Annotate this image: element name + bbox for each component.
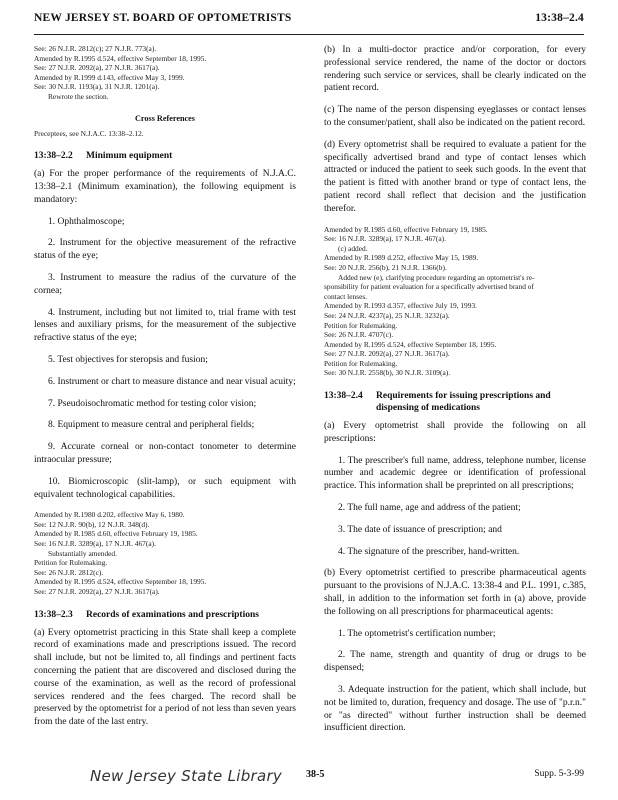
history-line: See: 26 N.J.R. 2812(c); 27 N.J.R. 773(a). bbox=[34, 44, 157, 53]
right-column bbox=[324, 44, 586, 735]
paragraph-b: (b) In a multi-doctor practice and/or corporation, for every professional service rendered, the name of the doctor or doctors rendering such service or services, shall be clearly indicated on the patient record. bbox=[324, 45, 586, 94]
history-line: See: 16 N.J.R. 3289(a), 17 N.J.R. 467(a). bbox=[324, 234, 446, 244]
history-line: See: 26 N.J.R. 4707(c). bbox=[324, 330, 394, 340]
section-number: 13:38–2.2 bbox=[34, 151, 73, 162]
history-line: contact lenses. bbox=[324, 291, 368, 301]
section-heading-2-4 bbox=[324, 390, 586, 414]
header-section-number: 13:38–2.4 bbox=[535, 12, 584, 24]
list-item: 3. The date of issuance of prescription; and bbox=[338, 524, 502, 535]
history-line: Amended by R.1995 d.524, effective September 18, 1995. bbox=[34, 53, 207, 63]
list-item: 5. Test objectives for steropsis and fusion; bbox=[48, 354, 208, 365]
history-line: Amended by R.1980 d.202, effective May 6, 1980. bbox=[34, 510, 185, 520]
list-item: 9. Accurate corneal or non-contact tonometer to determine intraocular pressure; bbox=[34, 442, 296, 465]
history-line: See: 27 N.J.R. 2092(a), 27 N.J.R. 3617(a). bbox=[324, 349, 450, 359]
section-number: 13:38–2.3 bbox=[34, 609, 73, 620]
list-item: 4. The signature of the prescriber, hand-written. bbox=[338, 546, 520, 557]
paragraph-b: (b) Every optometrist certified to prescribe pharmaceutical agents pursuant to the provisions of N.J.A.C. 13:38-4 and P.L. 1991, c.385, shall, in addition to the information set forth in (a) above, provide the following on all prescriptions for pharmaceutical agents: bbox=[324, 568, 586, 617]
history-line: See: 30 N.J.R. 2558(b), 30 N.J.R. 3109(a). bbox=[324, 368, 451, 378]
paragraph-c: (c) The name of the person dispensing eyeglasses or contact lenses to the consumer/patient, shall also be indicated on the patient record. bbox=[324, 105, 586, 128]
section-heading-2-3 bbox=[34, 609, 296, 621]
paragraph-a: (a) For the proper performance of the requirements of N.J.A.C. 13:38–2.1 (Minimum examination), the following equipment is mandatory: bbox=[34, 169, 296, 205]
list-item: 2. The full name, age and address of the patient; bbox=[338, 503, 521, 514]
history-line: Substantially amended. bbox=[48, 548, 117, 558]
list-item: 2. The name, strength and quantity of drug or drugs to be dispensed; bbox=[324, 650, 586, 674]
page-footer bbox=[34, 760, 584, 790]
section-title: Requirements for issuing prescriptions and bbox=[376, 391, 551, 402]
header-title: NEW JERSEY ST. BOARD OF OPTOMETRISTS bbox=[34, 12, 292, 24]
section-heading-2-2 bbox=[34, 150, 296, 162]
history-line: See: 16 N.J.R. 3289(a), 17 N.J.R. 467(a). bbox=[34, 539, 156, 549]
list-item: 1. Ophthalmoscope; bbox=[48, 216, 125, 227]
history-line: sponsibility for patient evaluation for a specifically advertised brand of bbox=[324, 282, 534, 292]
history-line: Petition for Rulemaking. bbox=[324, 358, 398, 368]
history-line: Petition for Rulemaking. bbox=[324, 320, 398, 330]
list-item: 8. Equipment to measure central and peripheral fields; bbox=[48, 420, 255, 431]
history-line: Amended by R.1993 d.357, effective July 19, 1993. bbox=[324, 301, 477, 311]
history-line: See: 24 N.J.R. 4237(a), 25 N.J.R. 3232(a). bbox=[324, 310, 450, 320]
paragraph-d: (d) Every optometrist shall be required to evaluate a patient for the specifically advertised brand and type of contact lenses which attracted or induced the patient to seek such goods. In the event that the patient is fitted with another brand or type of contact lens, the patient record shall reflect that decision and the justification therefor. bbox=[324, 139, 586, 214]
cross-references-text: Preceptees, see N.J.A.C. 13:38–2.12. bbox=[34, 128, 144, 138]
section-title: Minimum equipment bbox=[86, 151, 173, 162]
history-line: See: 27 N.J.R. 2092(a), 27 N.J.R. 3617(a). bbox=[34, 63, 160, 73]
supplement-date: Supp. 5-3-99 bbox=[534, 769, 584, 779]
history-line: (c) added. bbox=[338, 243, 368, 253]
list-item: 4. Instrument, including but not limited to, trial frame with test lenses and auxiliary prisms, for the measurement of the subjective refractive status of the eye; bbox=[34, 307, 296, 344]
page-number: 38-5 bbox=[306, 769, 325, 780]
library-stamp: New Jersey State Library bbox=[90, 767, 283, 785]
history-line: See: 30 N.J.R. 1193(a), 31 N.J.R. 1201(a). bbox=[34, 82, 160, 92]
list-item: 7. Pseudoisochromatic method for testing color vision; bbox=[48, 398, 257, 409]
history-notes-2-2 bbox=[34, 510, 296, 596]
section-number: 13:38–2.4 bbox=[324, 391, 363, 402]
history-line: See: 20 N.J.R. 256(b), 21 N.J.R. 1366(b). bbox=[324, 262, 447, 272]
section-title-continued: dispensing of medications bbox=[376, 403, 480, 414]
history-line: Amended by R.1989 d.252, effective May 15, 1989. bbox=[324, 253, 479, 263]
history-line: See: 12 N.J.R. 90(b), 12 N.J.R. 348(d). bbox=[34, 519, 150, 529]
list-item: 3. Adequate instruction for the patient, which shall include, but not be limited to, duration, frequency and dosage. The use of "p.r.n." or "as directed" without further instruction shall be deemed insufficient direction. bbox=[324, 685, 586, 734]
history-line: Rewrote the section. bbox=[48, 91, 109, 101]
history-line: See: 26 N.J.R. 2812(c). bbox=[34, 567, 104, 577]
history-line: Amended by R.1999 d.143, effective May 3, 1999. bbox=[34, 72, 185, 82]
history-line: Amended by R.1985 d.60, effective February 19, 1985. bbox=[324, 224, 488, 234]
history-notes-2-3 bbox=[324, 225, 586, 379]
history-notes-prior bbox=[34, 44, 296, 102]
history-line: Amended by R.1995 d.524, effective September 18, 1995. bbox=[324, 339, 497, 349]
history-line: See: 27 N.J.R. 2092(a), 27 N.J.R. 3617(a). bbox=[34, 587, 160, 597]
history-line: Amended by R.1985 d.60, effective February 19, 1985. bbox=[34, 529, 198, 539]
list-item: 2. Instrument for the objective measurement of the refractive status of the eye; bbox=[34, 238, 296, 262]
history-line: Amended by R.1995 d.524, effective September 18, 1995. bbox=[34, 577, 207, 587]
list-item: 1. The optometrist's certification number; bbox=[338, 628, 496, 639]
left-column bbox=[34, 44, 296, 729]
list-item: 3. Instrument to measure the radius of the curvature of the cornea; bbox=[34, 272, 296, 296]
paragraph-a: (a) Every optometrist practicing in this State shall keep a complete record of examinations made and prescriptions issued. The record shall include, but not be limited to, all findings and pertinent facts concerning the patient that are discovered and disclosed during the course of the examination, as well as the record of professional services rendered and the fees charged. The record shall be preserved by the optometrist for a period of not less than seven years from the date of the last entry. bbox=[34, 627, 296, 728]
paragraph-a: (a) Every optometrist shall provide the following on all prescriptions: bbox=[324, 421, 586, 444]
section-title: Records of examinations and prescriptions bbox=[86, 609, 259, 620]
list-item: 1. The prescriber's full name, address, telephone number, license number and academic degree or identification of professional practice. This information shall be preprinted on all prescriptions; bbox=[324, 455, 586, 492]
history-line: Added new (e), clarifying procedure regarding an optometrist's re- bbox=[338, 272, 535, 282]
running-header bbox=[34, 12, 584, 35]
history-line: Petition for Rulemaking. bbox=[34, 558, 108, 568]
list-item: 10. Biomicroscopic (slit-lamp), or such equipment with equivalent technological capabilities. bbox=[34, 476, 296, 500]
list-item: 6. Instrument or chart to measure distance and near visual acuity; bbox=[48, 376, 296, 387]
cross-references-heading: Cross References bbox=[135, 113, 195, 123]
